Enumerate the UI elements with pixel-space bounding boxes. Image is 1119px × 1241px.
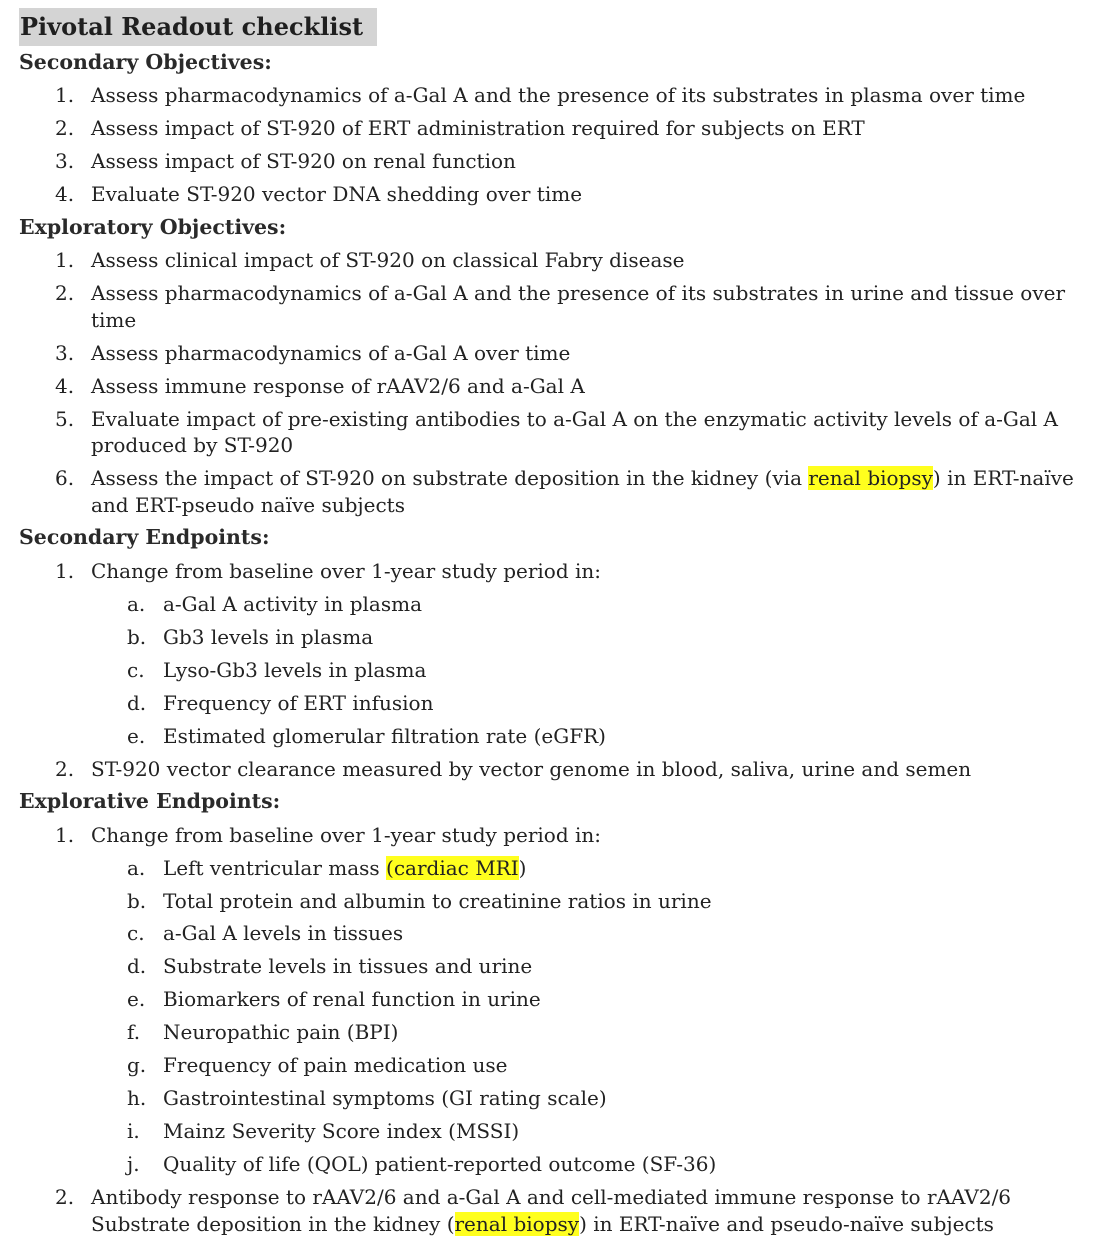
sub-item-letter: b. <box>127 624 147 649</box>
sub-item-text: Frequency of pain medication use <box>163 1053 508 1078</box>
item-number: 4. <box>55 373 75 398</box>
sub-list-item <box>19 1115 1109 1148</box>
sub-list-item <box>19 1016 1109 1049</box>
item-number: 4. <box>55 182 75 207</box>
document-title: Pivotal Readout checklist <box>19 8 377 46</box>
item-text: Change from baseline over 1-year study period in: <box>91 822 602 847</box>
sub-item-text: Total protein and albumin to creatinine ratios in urine <box>163 888 712 913</box>
document <box>19 8 1109 1241</box>
list-item <box>19 752 1109 785</box>
list-item <box>19 818 1109 851</box>
secondary-endpoints-list <box>19 554 1109 785</box>
item-number: 2. <box>55 756 75 781</box>
item-text: Assess impact of ST-920 of ERT administration required for subjects on ERT <box>91 116 865 141</box>
item-text-end: ) in ERT-naïve and pseudo-naïve subjects <box>579 1211 994 1236</box>
item-number: 1. <box>55 83 75 108</box>
sub-item-letter: g. <box>127 1053 147 1078</box>
list-item <box>19 369 1109 402</box>
item-number: 5. <box>55 406 75 431</box>
item-text: Change from baseline over 1-year study period in: <box>91 558 602 583</box>
list-item <box>19 1181 1109 1240</box>
list-item <box>19 178 1109 211</box>
sub-list-item <box>19 587 1109 620</box>
list-item <box>19 145 1109 178</box>
item-text-start: Assess the impact of ST-920 on substrate deposition in the kidney (via <box>91 466 809 491</box>
item-number: 3. <box>55 340 75 365</box>
explorative-endpoints-list <box>19 818 1109 1240</box>
list-item <box>19 277 1109 336</box>
exploratory-objectives-list <box>19 244 1109 521</box>
list-item <box>19 554 1109 587</box>
list-item <box>19 79 1109 112</box>
sub-item-text: Frequency of ERT infusion <box>163 690 434 715</box>
sub-item-letter: i. <box>127 1119 140 1144</box>
item-number: 2. <box>55 281 75 306</box>
sub-item-text: Quality of life (QOL) patient-reported outcome (SF-36) <box>163 1152 717 1177</box>
item-text: Assess pharmacodynamics of a-Gal A and the presence of its substrates in urine and tissue over time <box>91 281 1066 332</box>
sub-item-text-start: Left ventricular mass <box>163 855 387 880</box>
item-text: Evaluate impact of pre-existing antibodies to a-Gal A on the enzymatic activity levels of a-Gal A produced by ST-920 <box>91 406 1058 458</box>
list-item <box>19 336 1109 369</box>
secondary-objectives-heading: Secondary Objectives: <box>19 50 272 74</box>
item-number: 2. <box>55 1185 75 1210</box>
sub-item-letter: e. <box>127 723 146 748</box>
item-text: Assess pharmacodynamics of a-Gal A over time <box>91 340 571 365</box>
sub-item-letter: h. <box>127 1086 147 1111</box>
highlighted-text: renal biopsy <box>808 466 933 491</box>
sub-list-item <box>19 620 1109 653</box>
item-number: 3. <box>55 149 75 174</box>
sub-item-text: Estimated glomerular filtration rate (eGFR) <box>163 723 606 748</box>
item-number: 2. <box>55 116 75 141</box>
sub-list-item <box>19 851 1109 884</box>
list-item <box>19 112 1109 145</box>
sub-list-item <box>19 1082 1109 1115</box>
item-text: Assess clinical impact of ST-920 on classical Fabry disease <box>91 248 685 273</box>
list-item <box>19 402 1109 461</box>
sub-item-text: a-Gal A levels in tissues <box>163 921 404 946</box>
item-text: Evaluate ST-920 vector DNA shedding over time <box>91 182 583 207</box>
sub-item-text: Gb3 levels in plasma <box>163 624 374 649</box>
sub-list-item <box>19 1049 1109 1082</box>
sub-item-text: Gastrointestinal symptoms (GI rating scale) <box>163 1086 607 1111</box>
item-text: Assess immune response of rAAV2/6 and a-Gal A <box>91 373 585 398</box>
item-text: ST-920 vector clearance measured by vector genome in blood, saliva, urine and semen <box>91 756 972 781</box>
list-item <box>19 244 1109 277</box>
sub-list-item <box>19 1148 1109 1181</box>
sub-item-text: Mainz Severity Score index (MSSI) <box>163 1119 520 1144</box>
sub-item-text: a-Gal A activity in plasma <box>163 591 422 616</box>
item-number: 6. <box>55 466 75 491</box>
list-item <box>19 462 1109 521</box>
sub-list-item <box>19 653 1109 686</box>
item-text: Assess pharmacodynamics of a-Gal A and the presence of its substrates in plasma over time <box>91 83 1026 108</box>
item-number: 1. <box>55 248 75 273</box>
sub-item-text: Lyso-Gb3 levels in plasma <box>163 657 427 682</box>
exploratory-objectives-heading: Exploratory Objectives: <box>19 214 287 239</box>
item-text: Assess impact of ST-920 on renal function <box>91 149 516 174</box>
sub-item-letter: e. <box>127 987 146 1012</box>
sub-item-text-end: ) <box>518 855 527 880</box>
item-number: 1. <box>55 822 75 847</box>
sub-item-letter: j. <box>127 1152 140 1177</box>
sub-list-item <box>19 884 1109 917</box>
sub-list-item <box>19 686 1109 719</box>
sub-item-letter: a. <box>127 855 146 880</box>
secondary-endpoints-heading: Secondary Endpoints: <box>19 525 270 550</box>
item-text-end: ) in ERT-naïve and ERT-pseudo naïve subjects <box>91 466 1074 517</box>
sub-item-letter: f. <box>127 1020 141 1045</box>
sub-item-letter: d. <box>127 954 147 979</box>
sub-item-text: Substrate levels in tissues and urine <box>163 954 533 979</box>
sub-item-text: Biomarkers of renal function in urine <box>163 987 541 1012</box>
item-number: 1. <box>55 558 75 583</box>
highlighted-text: (cardiac MRI <box>386 855 519 880</box>
highlighted-text: renal biopsy <box>454 1211 580 1236</box>
secondary-objectives-list <box>19 79 1109 211</box>
sub-list-item <box>19 719 1109 752</box>
sub-item-letter: a. <box>127 591 146 616</box>
sub-item-letter: d. <box>127 690 147 715</box>
explorative-endpoints-heading: Explorative Endpoints: <box>19 789 281 814</box>
sub-item-letter: c. <box>127 921 145 946</box>
item-text-start: Antibody response to rAAV2/6 and a-Gal A and cell-mediated immune response to rAAV2/6 Substrate deposition in the kidney ( <box>91 1185 1012 1236</box>
sub-list-item <box>19 917 1109 950</box>
sub-list-item <box>19 983 1109 1016</box>
sub-item-text: Neuropathic pain (BPI) <box>163 1020 399 1045</box>
sub-item-letter: c. <box>127 657 145 682</box>
sub-item-letter: b. <box>127 888 147 913</box>
sub-list-item <box>19 950 1109 983</box>
